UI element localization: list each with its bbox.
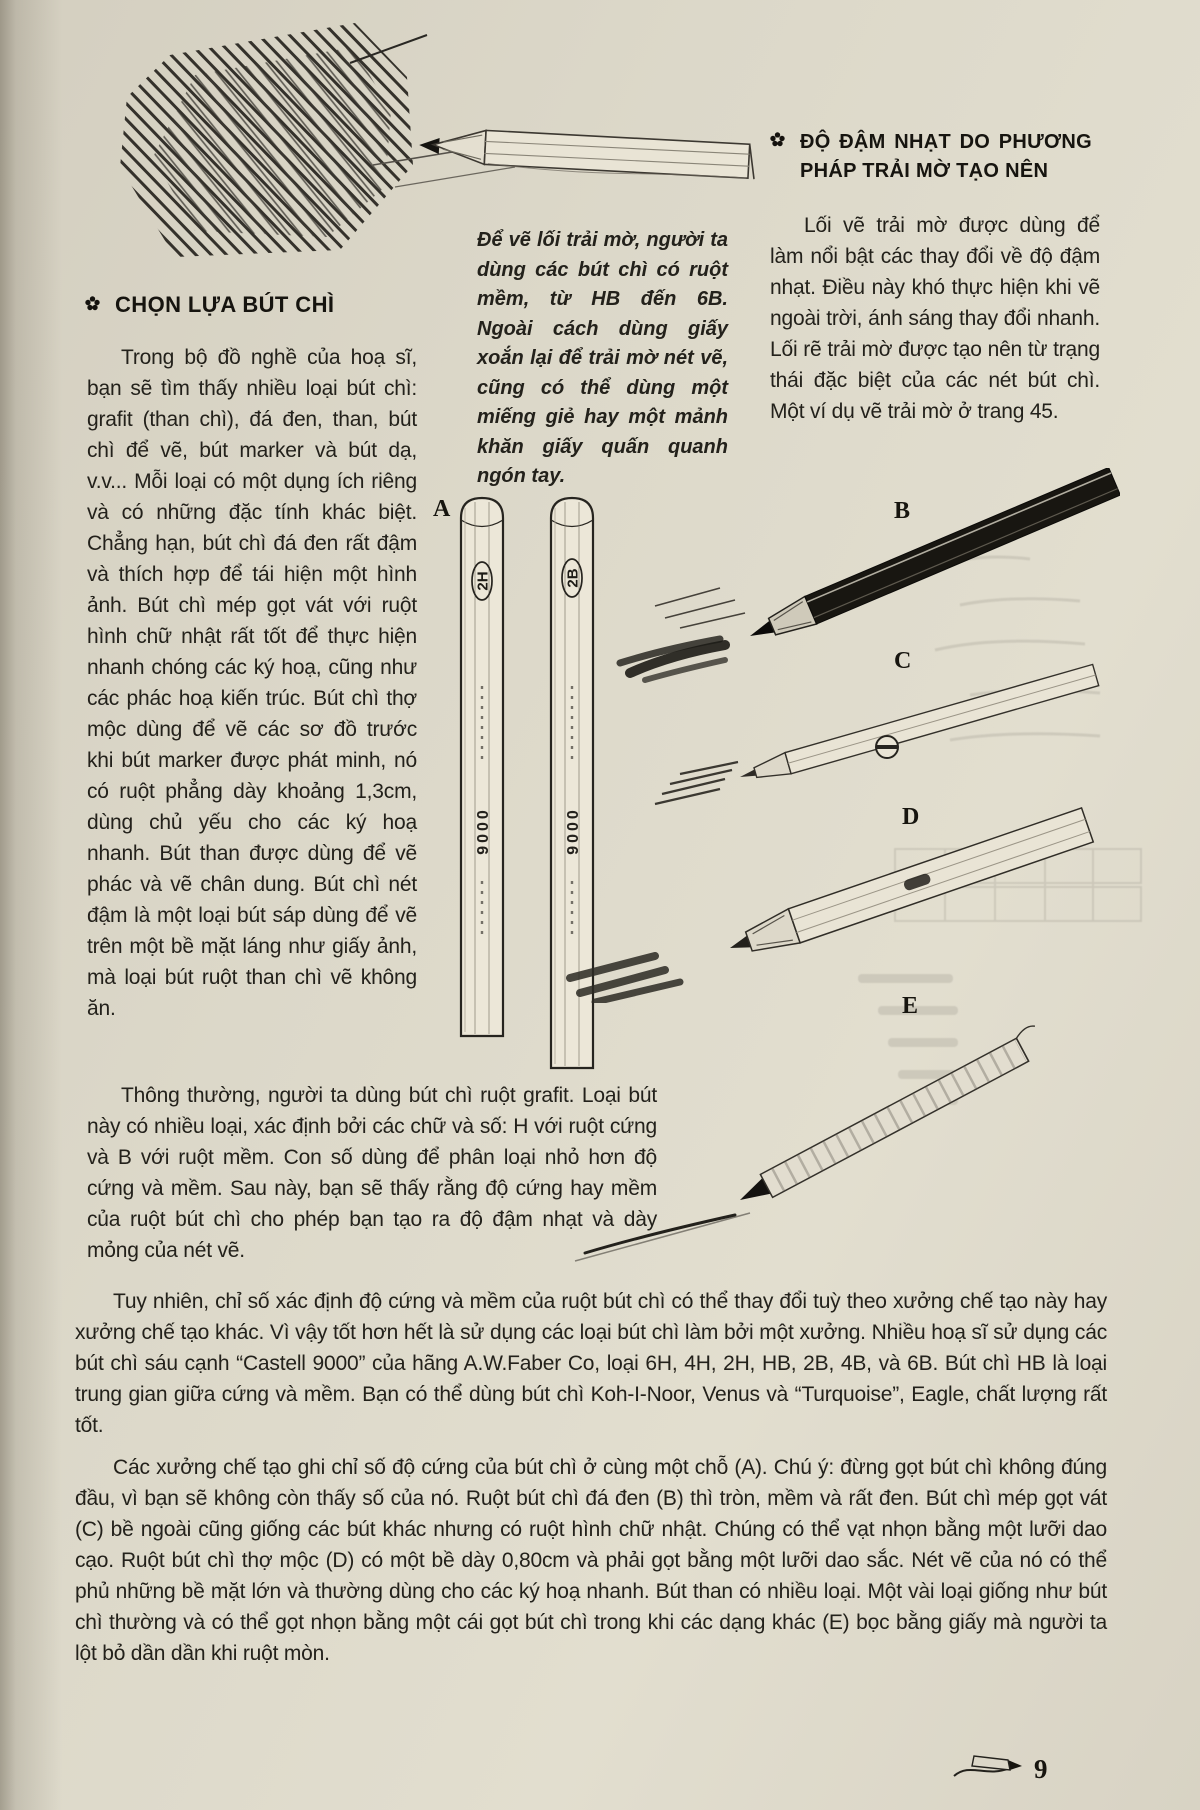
- figure-label-d: D: [902, 804, 920, 830]
- paragraph-markings: Các xưởng chế tạo ghi chỉ số độ cứng của bút chì ở cùng một chỗ (A). Chú ý: đừng gọt bút chì không đúng đầu, vì bạn sẽ không còn thấy số của nó. Ruột bút chì đá đen (B) thì tròn, mềm và rất đen. Bút chì mép gọt vát (C) bề ngoài cũng giống các bút khác nhưng có ruột hình chữ nhật. Chúng có thể vạt nhọn bằng một lưỡi dao cạo. Ruột bút chì thợ mộc (D) có một bề dày 0,80cm và phải gọt bằng một lưỡi dao sắc. Nét vẽ của nó có thể phủ những bề mặt lớn và thường dùng cho các ký hoạ nhanh. Bút than có nhiều loại. Một vài loại giống như bút chì thường và có thể gọt nhọn bằng một cái gọt bút chì trong khi các dạng khác (E) bọc bằng giấy mà người ta lột bỏ dần dần khi ruột mòn.: [75, 1456, 1107, 1665]
- figure-label-c: C: [894, 648, 912, 674]
- figure-carpenter-pencil: [560, 798, 1120, 1003]
- figure-flat-lead-pencil: [560, 642, 1120, 812]
- pencil-doodle-icon: [952, 1752, 1026, 1787]
- figure-label-b: B: [894, 498, 911, 524]
- page-number: 9: [1034, 1754, 1048, 1784]
- florette-bullet-icon: [770, 132, 785, 152]
- pencil-brand-number: 9000: [474, 807, 492, 855]
- carpenter-pencil-illustration: [560, 798, 1120, 1003]
- paragraph-choose-pencil: Trong bộ đồ nghề của hoạ sĩ, bạn sẽ tìm thấy nhiều loại bút chì: grafit (than chì), đá đen, than, bút chì để vẽ, bút marker và bút dạ, v.v... Mỗi loại có một dụng ích riêng và có những đặc tính khác biệt. Chẳng hạn, bút chì đá đen rất đậm và thích hợp để tái hiện một hình ảnh. Bút chì mép gọt vát với ruột hình chữ nhật rất tốt để thực hiện nhanh chóng các ký hoạ, cũng như các phác hoạ kiến trúc. Bút chì thợ mộc dùng để vẽ các sơ đồ trước khi bút marker được phát minh, nó có ruột phẳng dày khoảng 1,3cm, dùng chủ yếu cho các ký hoạ nhanh. Bút than được dùng để vẽ phác và vẽ chân dung. Bút chì nét đậm là một loại bút sáp dùng để vẽ trên một bề mặt láng như giấy ảnh, mà loại bút ruột than chì vẽ không ăn.: [87, 346, 417, 1020]
- heading-text: CHỌN LỰA BÚT CHÌ: [115, 292, 335, 317]
- pencil-grade-marking: 2H: [474, 571, 492, 591]
- page-footer: [952, 1752, 1048, 1787]
- pencil-2h: [461, 498, 503, 1036]
- figure-label-e: E: [902, 993, 919, 1019]
- flat-lead-pencil-illustration: [560, 642, 1120, 812]
- pencil-grade-marking: 2B: [564, 568, 582, 588]
- section-heading-tonal-value: [770, 128, 1092, 186]
- paragraph-manufacturers: Tuy nhiên, chỉ số xác định độ cứng và mềm của ruột bút chì có thể thay đổi tuỳ theo xưởng chế tạo này hay xưởng chế tạo khác. Vì vậy tốt hơn hết là sử dụng các loại bút chì làm bởi một xưởng. Nhiều hoạ sĩ sử dụng các bút chì sáu cạnh “Castell 9000” của hãng A.W.Faber Co, loại 6H, 4H, 2H, HB, 2B, 4B, và 6B. Bút chì HB là loại trung gian giữa cứng và mềm. Bạn có thể dùng bút chì Koh-I-Noor, Venus và “Turquoise”, Eagle, chất lượng rất tốt.: [75, 1290, 1107, 1437]
- sketched-pencil: [418, 127, 755, 181]
- note-blur-technique: Để vẽ lối trải mờ, người ta dùng các bút chì có ruột mềm, từ HB đến 6B. Ngoài cách dùng giấy xoắn lại để trải mờ nét vẽ, cũng có thể dùng một miếng giẻ hay một mảnh khăn giấy quấn quanh ngón tay.: [477, 229, 728, 487]
- paragraph-graphite-grades: Thông thường, người ta dùng bút chì ruột grafit. Loại bút này có nhiều loại, xác định bởi các chữ và số: H với ruột cứng và B với ruột mềm. Con số dùng để phân loại nhỏ hơn độ cứng và mềm. Sau này, bạn sẽ thấy rằng độ cứng hay mềm của ruột bút chì cho phép bạn tạo ra độ đậm nhạt và dày mỏng của nét vẽ.: [87, 1084, 657, 1262]
- pencil-brand-number: 9000: [564, 807, 582, 855]
- heading-text: ĐỘ ĐẬM NHẠT DO PHƯƠNG PHÁP TRẢI MỜ TẠO NÊN: [800, 131, 1092, 182]
- figure-label-a: A: [433, 496, 451, 522]
- florette-bullet-icon: [85, 296, 100, 316]
- section-heading-choose-pencil: [85, 292, 425, 318]
- flat-lead-cross-section-icon: [876, 736, 898, 758]
- paragraph-tonal-value: Lối vẽ trải mờ được dùng để làm nổi bật các thay đổi về độ đậm nhạt. Điều này khó thực hiện khi vẽ ngoài trời, ánh sáng thay đổi nhanh. Lối rẽ trải mờ được tạo nên từ trạng thái đặc biệt của các nét bút chì. Một ví dụ vẽ trải mờ ở trang 45.: [770, 214, 1100, 423]
